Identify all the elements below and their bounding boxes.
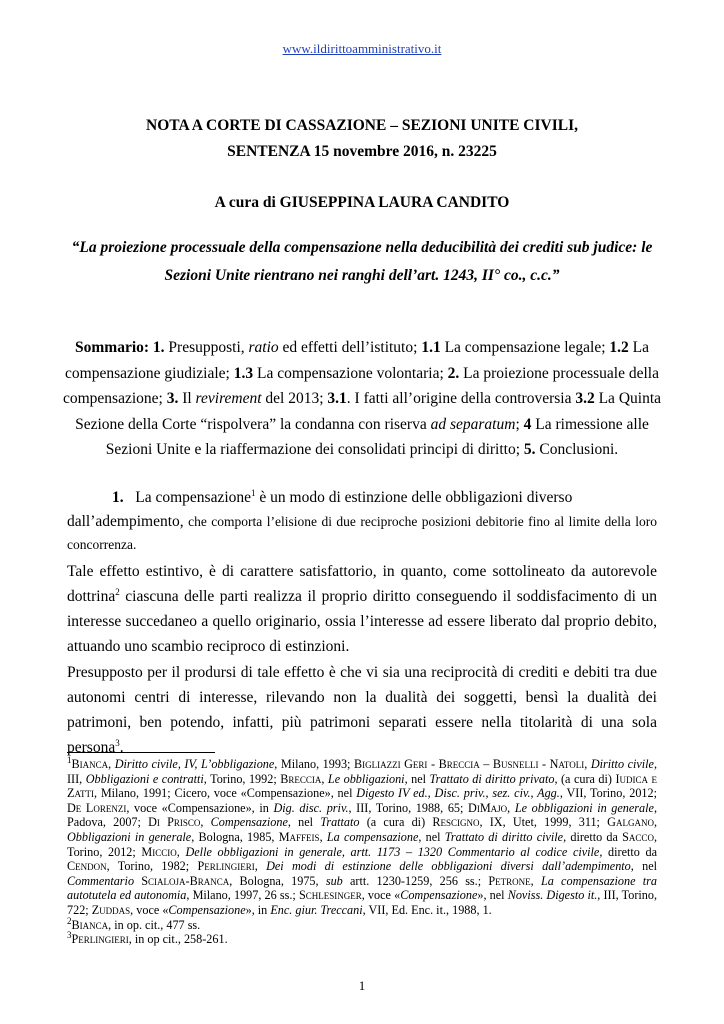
footnote-text: , III, Torino, 722; xyxy=(67,888,658,917)
summary-text: Presupposti, xyxy=(164,339,249,356)
summary-label: Sommario: xyxy=(75,339,150,356)
body-text: ciascuna delle parti realizza il proprio diritto conseguendo il soddisfacimento di un interesse succedaneo a quello originario, ossia l’interesse ad essere liberato dal proprio debito, attuando uno scambio reciproco di estinzioni. xyxy=(67,588,657,655)
footnote-text: , diretto da xyxy=(563,829,623,844)
work-title: Le obbligazioni in generale xyxy=(514,800,654,815)
footnote-text: , xyxy=(321,771,328,786)
footnote-text: , Bologna, 1985, xyxy=(191,829,279,844)
body-text: Tale effetto estintivo, è di carattere satisfattorio, in quanto, come sottolineato da autorevole dottrina xyxy=(67,563,657,605)
author-name: Iudica e Zatti xyxy=(67,771,658,801)
work-title: Commentario xyxy=(67,873,142,888)
footnote-text: , xyxy=(319,829,327,844)
summary-italic: ratio xyxy=(248,339,279,356)
body-text: . xyxy=(119,739,124,756)
author-name: Perlingieri xyxy=(197,859,255,874)
footnote-text: », in xyxy=(245,902,271,917)
summary-italic: revirement xyxy=(195,390,262,407)
body-text: Presupposto per il prodursi di tale effetto è che vi sia una reciprocità di crediti e debiti tra due autonomi centri di interesse, rilevando non la dualità dei soggetti, bensì la dualità dei patrimoni, ben potendo, infatti, più patrimoni separati essere nella titolarità di una sola persona xyxy=(67,664,657,756)
footnote-marker: 3 xyxy=(67,930,72,941)
summary-num: 4 xyxy=(523,415,532,433)
footnote-text: , Milano, 1993; xyxy=(274,757,354,771)
footnote-ref[interactable]: 1 xyxy=(251,487,256,498)
footnote-text: , Padova, 2007; xyxy=(67,800,657,830)
author-name: Bianca xyxy=(71,917,109,932)
footnote-marker: 1 xyxy=(67,754,72,765)
summary-text: Il xyxy=(178,390,196,407)
summary-num: 1.1 xyxy=(421,339,441,356)
work-title: Dei modi di estinzione delle obbligazioni diversi dall’adempimento xyxy=(266,859,631,874)
summary-text: del 2013; xyxy=(261,390,328,407)
footnote-text: , Torino, 1982; xyxy=(106,859,198,874)
summary-num: 5. xyxy=(523,441,536,458)
summary-num: 1.3 xyxy=(233,364,254,382)
footnote-marker: 2 xyxy=(67,915,72,926)
footnote-text: , xyxy=(176,844,186,859)
author-name: Miccio xyxy=(141,844,177,859)
summary-num: 1.2 xyxy=(609,339,629,356)
footnote-separator xyxy=(67,752,215,753)
work-title: Obbligazioni e contratti xyxy=(85,771,204,786)
footnote-text: , xyxy=(507,800,515,815)
work-title: sub xyxy=(325,873,343,888)
footnote-text: , III, Torino, 1988, 65; xyxy=(348,800,469,815)
footnote-1 xyxy=(67,754,658,918)
body-text: dall’adempimento, xyxy=(67,513,184,530)
work-title: Enc. giur. Treccani xyxy=(270,902,363,917)
title-line-1: NOTA A CORTE DI CASSAZIONE – SEZIONI UNITE CIVILI, xyxy=(146,117,578,134)
work-title: Trattato di diritto civile xyxy=(444,829,564,844)
footnote-text: », nel xyxy=(477,888,508,903)
author-name: Scialoja-Branca xyxy=(141,873,230,888)
author-name: Zuddas xyxy=(91,902,131,917)
paragraph-1 xyxy=(67,485,657,556)
work-title: Delle obbligazioni in generale, artt. 1173 – 1320 Commentario al codice civile, xyxy=(185,844,603,859)
summary-text: ed effetti dell’istituto; xyxy=(278,339,422,356)
author-name: Bigliazzi Geri - Breccia – Busnelli - Natoli xyxy=(353,757,585,771)
footnote-text: , nel xyxy=(287,815,321,830)
footnote-text: , voce « xyxy=(361,888,401,903)
footnote-text: , IX, Utet, 1999, 311; xyxy=(479,815,608,830)
footnote-text: , in op. cit., 477 ss. xyxy=(108,917,201,932)
subtitle-line-1: “La proiezione processuale della compensazione nella deducibilità dei crediti sub judice: le xyxy=(71,239,653,256)
author-name: Galgano xyxy=(607,815,654,830)
author-name: Di Prisco xyxy=(148,815,201,830)
summary-text: ; xyxy=(515,415,524,433)
work-title: Diritto civile, IV, L’obbligazione xyxy=(114,757,275,771)
summary-num: 3. xyxy=(166,390,179,407)
footnote-text: , voce «Compensazione», in xyxy=(126,800,274,815)
footnote-text: diretto da xyxy=(602,844,657,859)
author-name: Perlingieri xyxy=(71,932,129,947)
work-title: Compensazione xyxy=(210,815,288,830)
paragraph-3 xyxy=(67,660,657,760)
summary-text: La compensazione legale; xyxy=(440,339,610,356)
body-text: La compensazione xyxy=(135,489,252,506)
work-title: Digesto IV ed., Disc. priv., sez. civ., Agg. xyxy=(356,786,560,801)
summary-text: La compensazione volontaria; xyxy=(253,364,448,382)
footnote-text: , VII, Ed. Enc. it., 1988, 1. xyxy=(362,902,492,917)
work-title: Noviss. Digesto it. xyxy=(507,888,598,903)
page-number: 1 xyxy=(358,978,366,993)
footnote-text: , nel xyxy=(418,829,445,844)
page-header xyxy=(0,41,724,57)
footnote-text: artt. 1230-1259, 256 ss.; xyxy=(342,873,489,888)
footnote-ref[interactable]: 3 xyxy=(115,737,120,748)
footnote-text: , Milano, 1997, 26 ss.; xyxy=(186,888,299,903)
author-name: Breccia xyxy=(280,771,322,786)
footnote-text: , voce « xyxy=(130,902,169,917)
footnotes xyxy=(67,754,658,947)
footnote-text: (a cura di) xyxy=(359,815,433,830)
author-name: Maffeis xyxy=(278,829,320,844)
footnote-text: , xyxy=(108,757,115,771)
footnote-text: , Bologna, 1975, xyxy=(229,873,326,888)
author-name: Bianca xyxy=(71,757,109,771)
subtitle xyxy=(60,234,664,290)
footnote-3 xyxy=(67,932,657,947)
work-title: Compensazione xyxy=(400,888,478,903)
footnote-text: , Milano, 1991; Cicero, voce «Compensazione», nel xyxy=(93,786,357,801)
section-number: 1. xyxy=(112,489,124,506)
footnote-text: , (a cura di) xyxy=(554,771,616,786)
author-name: Rescigno xyxy=(432,815,480,830)
author-name: Sacco xyxy=(622,829,654,844)
footnote-text: , xyxy=(200,815,211,830)
author-name: De Lorenzi xyxy=(67,800,127,815)
footnote-text: , VII, Torino, 2012; xyxy=(559,786,657,801)
work-title: La compensazione tra autotutela ed autonomia xyxy=(67,873,657,903)
title-line-2: SENTENZA 15 novembre 2016, n. 23225 xyxy=(227,143,497,160)
author-line: A cura di GIUSEPPINA LAURA CANDITO xyxy=(214,194,510,211)
body-text: è un modo di estinzione delle obbligazioni diverso xyxy=(255,489,573,506)
summary-text: La compensazione giudiziale; xyxy=(65,339,649,382)
body-text-small: che comporta l’elisione di due reciproche posizioni debitorie fino al limite della loro concorrenza. xyxy=(67,514,657,552)
work-title: Compensazione xyxy=(168,902,246,917)
summary-num: 3.2 xyxy=(575,390,595,407)
author-name: Cendon xyxy=(67,859,107,874)
summary xyxy=(62,335,662,463)
footnote-text: , Torino, 1992; xyxy=(203,771,281,786)
summary-italic: ad separatum xyxy=(430,415,516,433)
summary-num: 1. xyxy=(152,339,165,356)
footnote-ref[interactable]: 2 xyxy=(115,586,120,597)
summary-text: La rimessione alle Sezioni Unite e la riaffermazione dei consolidati principi di diritto; xyxy=(105,415,649,458)
footnote-text: , in op cit., 258-261. xyxy=(128,932,228,947)
work-title: Trattato di diritto privato xyxy=(429,771,555,786)
footnote-text: , nel xyxy=(404,771,430,786)
author-name: Petrone xyxy=(488,873,531,888)
footnote-text: , xyxy=(653,815,658,830)
author-name: DiMajo xyxy=(468,800,508,815)
work-title: La compensazione xyxy=(326,829,419,844)
summary-text: La Quinta Sezione della Corte “rispolvera” la condanna con riserva xyxy=(75,390,662,433)
footnote-text: , Torino, 2012; xyxy=(67,829,657,859)
subtitle-line-2: Sezioni Unite rientrano nei ranghi dell’art. 1243, II° co., c.c.” xyxy=(164,267,560,284)
summary-num: 2. xyxy=(447,364,460,382)
footnote-text: , xyxy=(584,757,591,771)
footnote-text: , nel xyxy=(630,859,658,874)
work-title: Dig. disc. priv. xyxy=(273,800,349,815)
footnote-2 xyxy=(67,915,657,933)
paragraph-2 xyxy=(67,559,657,659)
footnote-text: , xyxy=(254,859,267,874)
summary-text: Conclusioni. xyxy=(535,441,619,458)
site-link[interactable]: www.ildirittoamministrativo.it xyxy=(282,41,442,56)
work-title: Diritto civile xyxy=(590,757,654,771)
author-name: Schlesinger xyxy=(298,888,362,903)
summary-num: 3.1 xyxy=(327,390,347,407)
footnote-text: , xyxy=(530,873,541,888)
work-title: Trattato xyxy=(320,815,360,830)
footnote-text: , III, xyxy=(67,757,658,786)
work-title: Obbligazioni in generale xyxy=(67,829,192,844)
work-title: Le obbligazioni xyxy=(327,771,405,786)
summary-text: . I fatti all’origine della controversia xyxy=(346,390,576,407)
summary-text: La proiezione processuale della compensazione; xyxy=(62,364,659,407)
